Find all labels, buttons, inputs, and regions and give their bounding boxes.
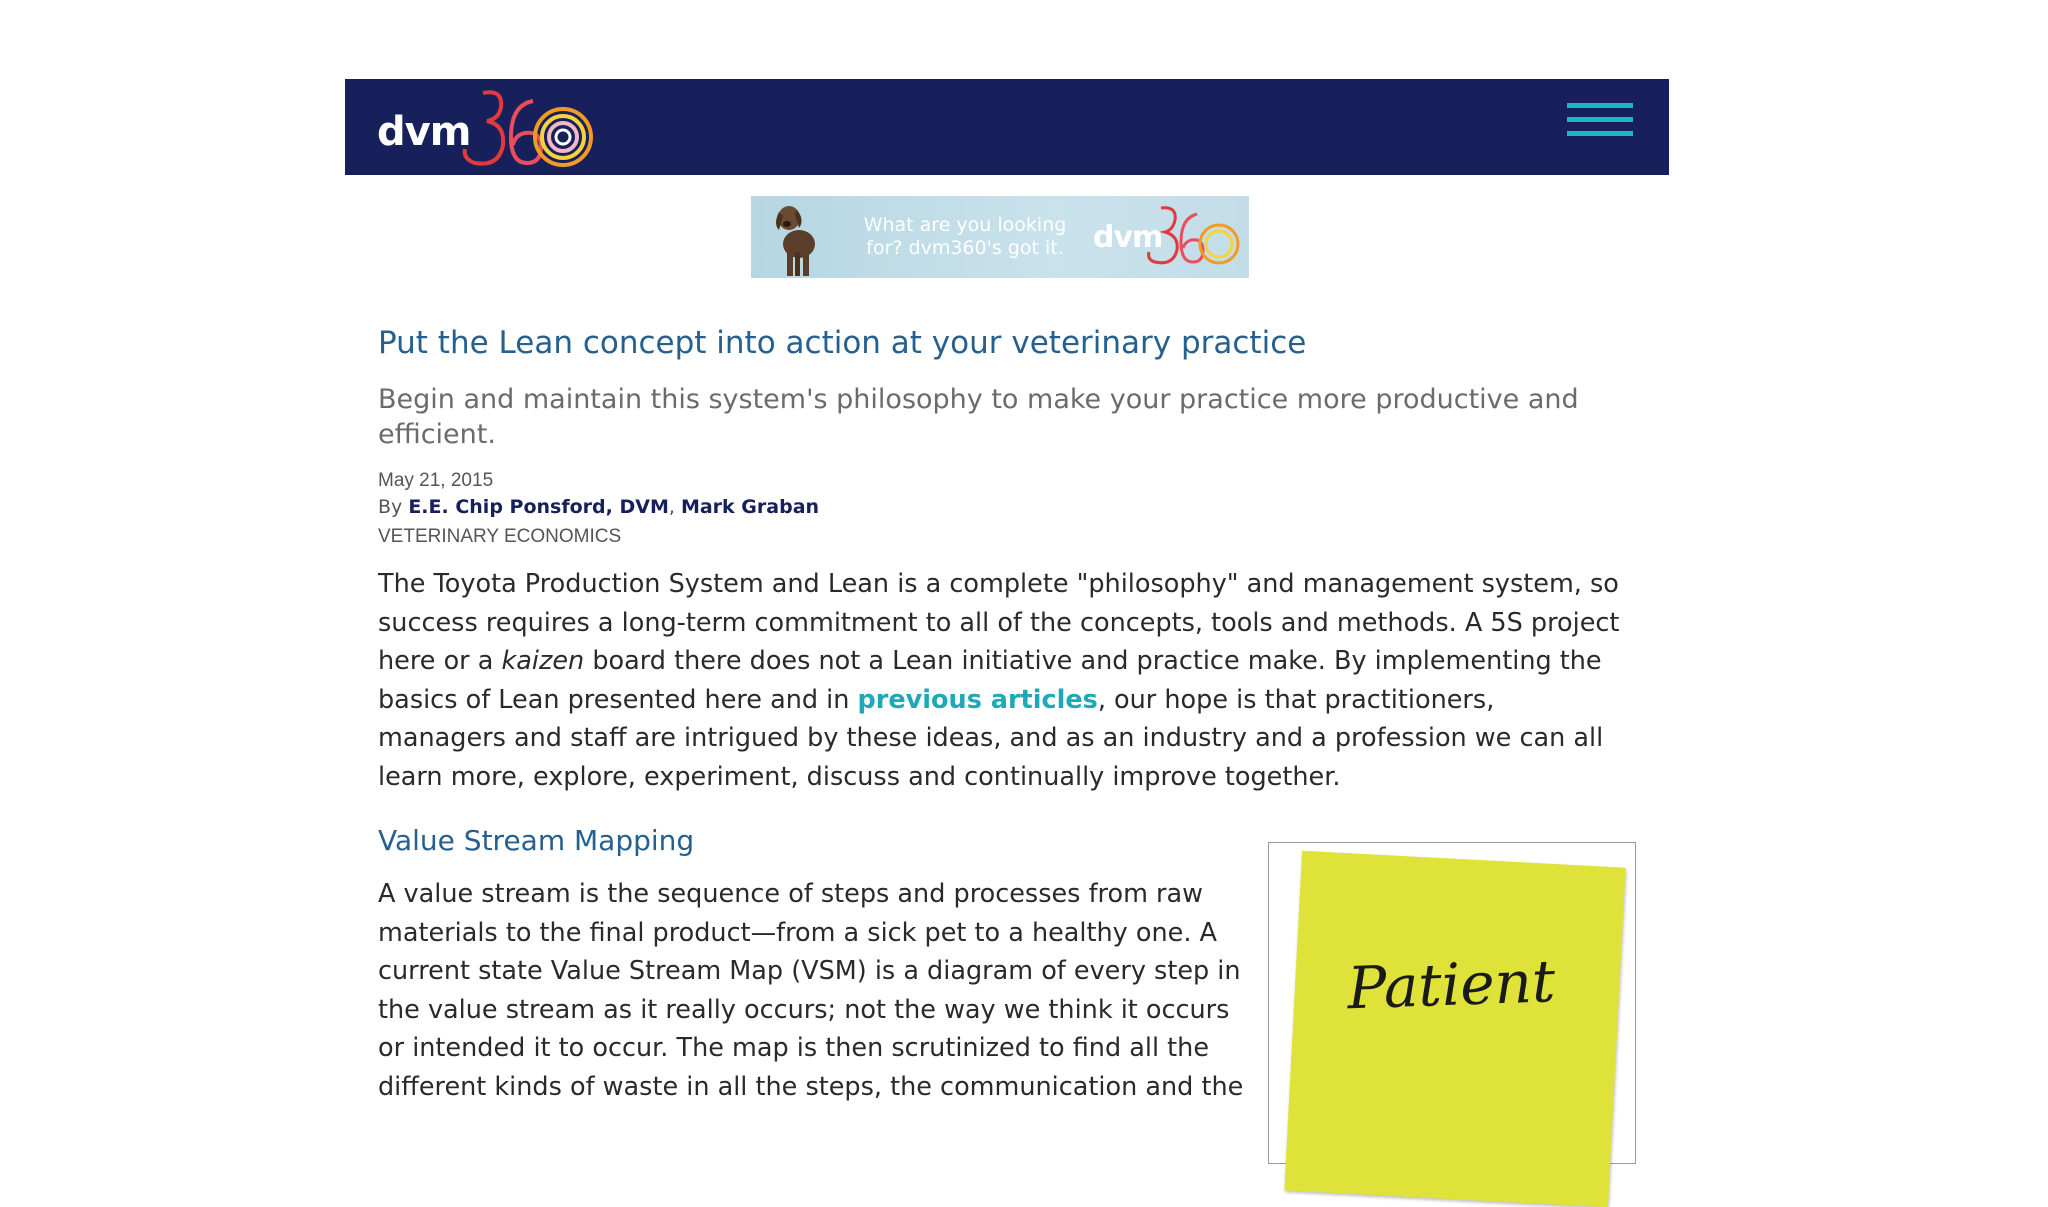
author-separator: , <box>668 496 675 518</box>
article-subtitle: Begin and maintain this system's philosophy to make your practice more productive and efficient. <box>378 384 1579 450</box>
sticky-note-text: Patient <box>1346 947 1557 1023</box>
intro-text: board there does not a Lean initiative and practice make. By implementing the basics of Lean presented here and in <box>378 646 1602 715</box>
hamburger-menu-button[interactable] <box>1567 101 1635 143</box>
byline-prefix: By <box>378 496 403 518</box>
author-link[interactable]: E.E. Chip Ponsford, DVM <box>408 496 669 518</box>
menu-bar <box>1567 131 1633 136</box>
banner-dvm360-logo <box>1089 202 1239 278</box>
previous-articles-link[interactable]: previous articles <box>857 684 1098 715</box>
ad-banner[interactable] <box>751 196 1249 278</box>
article-intro-paragraph <box>378 565 1628 796</box>
logo-wordmark: dvm <box>377 109 471 155</box>
site-header <box>345 79 1669 175</box>
browser-viewport <box>345 79 1669 1102</box>
intro-text: The Toyota Production System and Lean is a complete "philosophy" and management system, so success requires a long-term commitment to all of the concepts, tools and methods. A 5S project here or a <box>378 569 1620 676</box>
section-heading: Value Stream Mapping <box>378 824 695 857</box>
section-tag[interactable]: VETERINARY ECONOMICS <box>378 526 622 547</box>
article-byline <box>378 494 819 520</box>
sticky-note-image <box>1284 851 1625 1207</box>
article-title[interactable]: Put the Lean concept into action at your veterinary practice <box>378 325 1307 361</box>
dvm360-logo[interactable] <box>375 85 605 173</box>
dog-image <box>765 200 827 278</box>
article-date: May 21, 2015 <box>378 470 494 491</box>
menu-bar <box>1567 117 1633 122</box>
value-stream-paragraph: A value stream is the sequence of steps and processes from raw materials to the final product—from a sick pet to a healthy one. A current state Value Stream Map (VSM) is a diagram of every step in the value stream as it really occurs; not the way we think it occurs or intended it to occur. The map is then scrutinized to find all the different kinds of waste in all the steps, the communication and the <box>378 879 1244 1102</box>
article-figure[interactable] <box>1268 842 1636 1164</box>
menu-bar <box>1567 103 1633 108</box>
author-link[interactable]: Mark Graban <box>680 496 820 518</box>
intro-italic-term: kaizen <box>501 646 585 676</box>
banner-logo-wordmark: dvm <box>1093 220 1163 255</box>
banner-tagline: What are you looking for? dvm360's got it. <box>863 214 1067 259</box>
intro-text: , our hope is that practitioners, managers and staff are intrigued by these ideas, and as an industry and a profession we can all learn more, explore, experiment, discuss and continually improve together. <box>378 684 1604 792</box>
